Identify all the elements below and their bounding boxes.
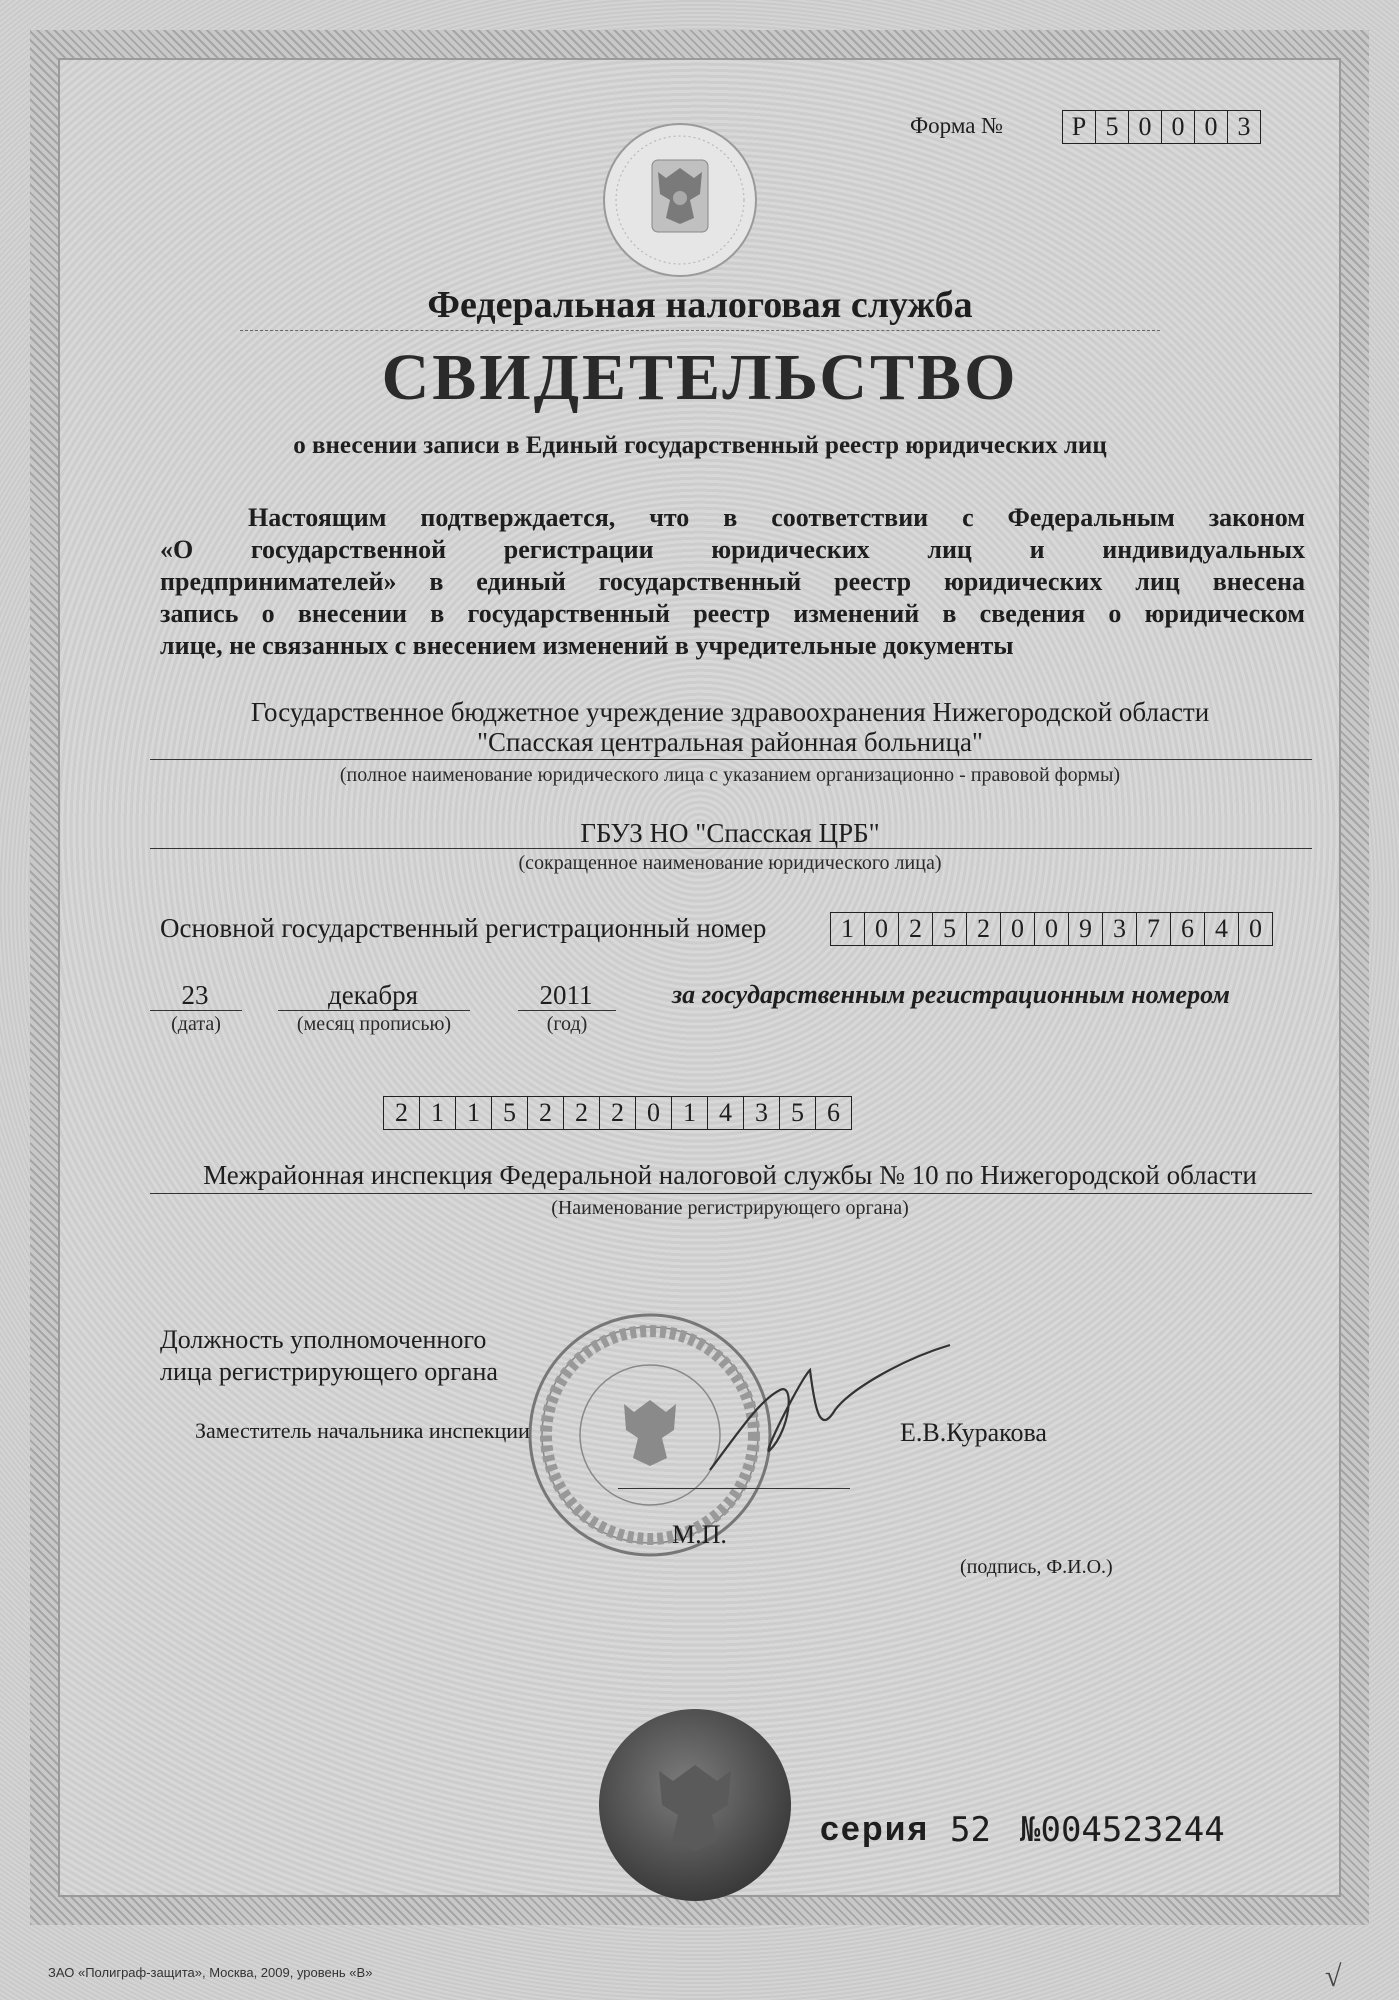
full-name-caption: (полное наименование юридического лица с указанием организационно - правовой формы)	[339, 764, 1121, 786]
ogrn-cell: 0	[1035, 912, 1069, 946]
entity-short-name: ГБУЗ НО "Спасская ЦРБ"	[580, 818, 880, 848]
grn-cells	[383, 1096, 852, 1130]
document-title: СВИДЕТЕЛЬСТВО	[381, 341, 1019, 414]
position-label-line2: лица регистрирующего органа	[160, 1357, 498, 1386]
grn-cell: 6	[816, 1096, 852, 1130]
service-name: Федеральная налоговая служба	[427, 284, 973, 326]
signature-caption: (подпись, Ф.И.О.)	[960, 1556, 1113, 1578]
mp-label: М.П.	[672, 1520, 727, 1549]
ogrn-cell: 2	[967, 912, 1001, 946]
grn-cell: 2	[564, 1096, 600, 1130]
underline	[150, 1193, 1312, 1194]
grn-cell: 0	[636, 1096, 672, 1130]
grn-cell: 1	[456, 1096, 492, 1130]
form-cell: Р	[1062, 110, 1096, 144]
grn-cell: 3	[744, 1096, 780, 1130]
ogrn-cell: 0	[1001, 912, 1035, 946]
underline	[150, 1010, 242, 1011]
body-line: запись о внесении в государственный реестр изменений в сведения о юридическом	[160, 599, 1305, 628]
year-caption: (год)	[546, 1013, 588, 1035]
grn-cell: 2	[528, 1096, 564, 1130]
form-cell: 3	[1228, 110, 1261, 144]
date-year: 2011	[539, 980, 593, 1010]
underline	[150, 759, 1312, 760]
state-emblem-icon	[600, 120, 760, 280]
authority-name: Межрайонная инспекция Федеральной налоговой службы № 10 по Нижегородской области	[203, 1160, 1257, 1190]
signatory-position: Заместитель начальника инспекции	[195, 1418, 530, 1443]
ogrn-cell: 0	[1239, 912, 1273, 946]
ogrn-cell: 0	[865, 912, 899, 946]
signature-icon	[700, 1340, 960, 1490]
ogrn-cell: 9	[1069, 912, 1103, 946]
printer-footer: ЗАО «Полиграф-защита», Москва, 2009, уровень «В»	[48, 1965, 373, 1980]
grn-cell: 5	[780, 1096, 816, 1130]
position-label-line1: Должность уполномоченного	[160, 1325, 487, 1354]
hologram-icon	[595, 1705, 795, 1905]
underline	[518, 1010, 616, 1011]
inner-panel	[58, 58, 1341, 1897]
ogrn-cell: 6	[1171, 912, 1205, 946]
grn-cell: 1	[420, 1096, 456, 1130]
grn-cell: 5	[492, 1096, 528, 1130]
grn-cell: 1	[672, 1096, 708, 1130]
entity-full-name-line1: Государственное бюджетное учреждение здравоохранения Нижегородской области	[250, 697, 1210, 727]
form-cell: 0	[1195, 110, 1228, 144]
ogrn-cell: 7	[1137, 912, 1171, 946]
ogrn-label: Основной государственный регистрационный номер	[160, 913, 767, 943]
tick-mark: √	[1325, 1960, 1342, 1993]
ogrn-cell: 1	[830, 912, 865, 946]
reg-number-label: за государственным регистрационным номером	[672, 980, 1230, 1009]
form-cell: 5	[1096, 110, 1129, 144]
body-line: предпринимателей» в единый государственный реестр юридических лиц внесена	[160, 567, 1305, 596]
day-caption: (дата)	[171, 1013, 221, 1035]
body-line: «О государственной регистрации юридических лиц и индивидуальных	[160, 535, 1305, 564]
document-subtitle: о внесении записи в Единый государственный реестр юридических лиц	[293, 432, 1107, 459]
grn-cell: 2	[600, 1096, 636, 1130]
entity-full-name-line2: "Спасская центральная районная больница"	[477, 727, 983, 757]
grn-cell: 2	[383, 1096, 420, 1130]
form-cell: 0	[1162, 110, 1195, 144]
date-day: 23	[181, 980, 209, 1010]
authority-caption: (Наименование регистрирующего органа)	[551, 1197, 909, 1219]
ogrn-cells	[830, 912, 1273, 946]
series-label: серия	[820, 1810, 930, 1848]
form-label: Форма №	[910, 113, 1004, 138]
ogrn-cell: 5	[933, 912, 967, 946]
divider	[240, 330, 1160, 331]
short-name-caption: (сокращенное наименование юридического лица)	[518, 852, 942, 874]
body-line: лице, не связанных с внесением изменений в учредительные документы	[160, 631, 1014, 660]
ogrn-cell: 4	[1205, 912, 1239, 946]
underline	[150, 848, 1312, 849]
certificate-number: №004523244	[1020, 1810, 1225, 1850]
underline	[278, 1010, 470, 1011]
signatory-name: Е.В.Куракова	[900, 1418, 1047, 1447]
month-caption: (месяц прописью)	[296, 1013, 452, 1035]
date-month: декабря	[327, 980, 419, 1010]
form-number-cells	[1062, 110, 1261, 144]
body-line: Настоящим подтверждается, что в соответствии с Федеральным законом	[248, 503, 1305, 532]
form-cell: 0	[1129, 110, 1162, 144]
ogrn-cell: 2	[899, 912, 933, 946]
signature-line	[618, 1488, 850, 1489]
grn-cell: 4	[708, 1096, 744, 1130]
ogrn-cell: 3	[1103, 912, 1137, 946]
series-number: 52	[950, 1810, 991, 1850]
